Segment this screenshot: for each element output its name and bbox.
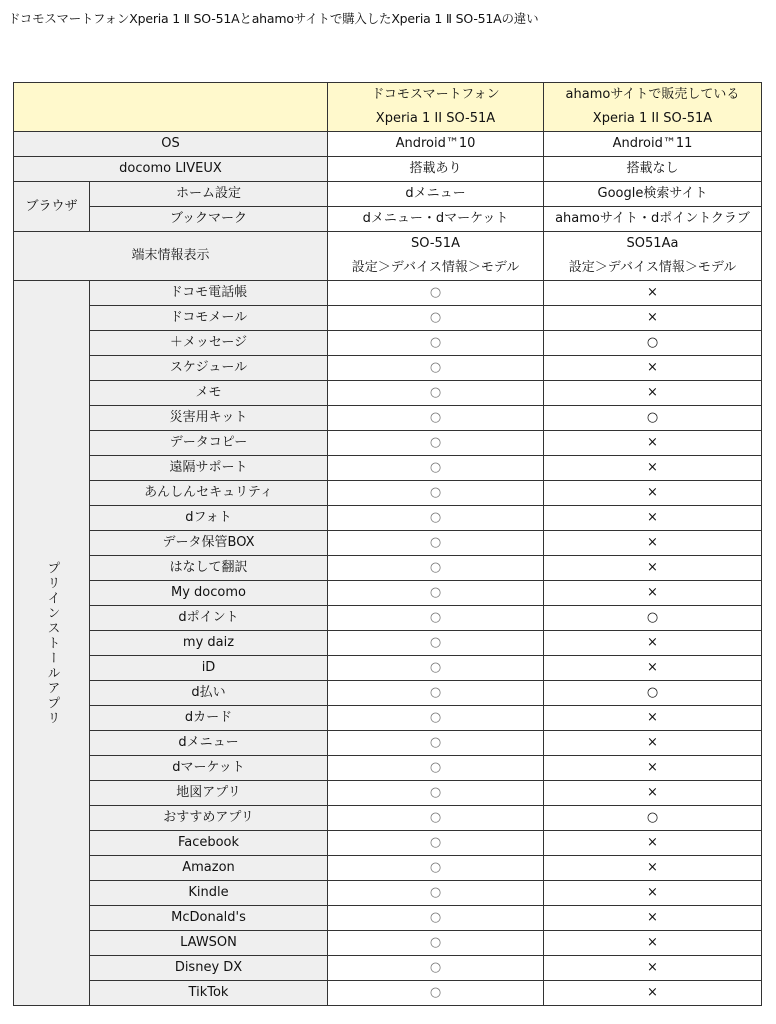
availability-mark: × bbox=[647, 960, 658, 975]
app-name: ドコモ電話帳 bbox=[90, 281, 328, 306]
app-name: McDonald's bbox=[90, 906, 328, 931]
row-label: docomo LIVEUX bbox=[14, 157, 328, 182]
app-name: LAWSON bbox=[90, 931, 328, 956]
row-os bbox=[14, 132, 762, 157]
cell-ahamo bbox=[544, 481, 762, 506]
availability-mark: × bbox=[647, 785, 658, 800]
table-row bbox=[14, 856, 762, 881]
availability-mark: ○ bbox=[429, 835, 442, 850]
app-name: 災害用キット bbox=[90, 406, 328, 431]
availability-mark: ○ bbox=[646, 810, 659, 825]
cell-ahamo: Google検索サイト bbox=[544, 182, 762, 207]
app-name: dマーケット bbox=[90, 756, 328, 781]
app-name: あんしんセキュリティ bbox=[90, 481, 328, 506]
availability-mark: ○ bbox=[646, 335, 659, 350]
app-name: データコピー bbox=[90, 431, 328, 456]
cell-docomo bbox=[328, 456, 544, 481]
app-name: Kindle bbox=[90, 881, 328, 906]
cell-ahamo bbox=[544, 556, 762, 581]
availability-mark: × bbox=[647, 460, 658, 475]
header-ahamo-line2: Xperia 1 II SO-51A bbox=[592, 111, 713, 126]
availability-mark: × bbox=[647, 985, 658, 1000]
app-name: my daiz bbox=[90, 631, 328, 656]
cell-docomo bbox=[328, 806, 544, 831]
availability-mark: ○ bbox=[429, 335, 442, 350]
availability-mark: ○ bbox=[429, 385, 442, 400]
app-name: dフォト bbox=[90, 506, 328, 531]
cell-docomo bbox=[328, 706, 544, 731]
cell-docomo: dメニュー・dマーケット bbox=[328, 207, 544, 232]
cell-ahamo bbox=[544, 381, 762, 406]
cell-docomo bbox=[328, 831, 544, 856]
cell-docomo bbox=[328, 331, 544, 356]
app-name: メモ bbox=[90, 381, 328, 406]
table-row bbox=[14, 706, 762, 731]
availability-mark: ○ bbox=[429, 785, 442, 800]
table-row bbox=[14, 531, 762, 556]
table-row bbox=[14, 331, 762, 356]
availability-mark: × bbox=[647, 735, 658, 750]
table-row bbox=[14, 681, 762, 706]
cell-docomo bbox=[328, 631, 544, 656]
group-label-preinstall: プリインストールアプリ bbox=[14, 281, 90, 1006]
cell-ahamo: ahamoサイト・dポイントクラブ bbox=[544, 207, 762, 232]
cell-docomo bbox=[328, 481, 544, 506]
cell-ahamo bbox=[544, 606, 762, 631]
availability-mark: × bbox=[647, 585, 658, 600]
cell-ahamo bbox=[544, 681, 762, 706]
availability-mark: × bbox=[647, 535, 658, 550]
header-row bbox=[14, 83, 762, 132]
app-name: 地図アプリ bbox=[90, 781, 328, 806]
cell-docomo bbox=[328, 556, 544, 581]
cell-ahamo bbox=[544, 306, 762, 331]
availability-mark: ○ bbox=[429, 910, 442, 925]
availability-mark: × bbox=[647, 285, 658, 300]
availability-mark: ○ bbox=[429, 360, 442, 375]
app-name: My docomo bbox=[90, 581, 328, 606]
availability-mark: ○ bbox=[429, 510, 442, 525]
cell-docomo bbox=[328, 406, 544, 431]
availability-mark: × bbox=[647, 360, 658, 375]
header-ahamo bbox=[544, 83, 762, 132]
header-docomo-line2: Xperia 1 II SO-51A bbox=[375, 111, 496, 126]
table-row bbox=[14, 356, 762, 381]
availability-mark: ○ bbox=[646, 610, 659, 625]
header-docomo bbox=[328, 83, 544, 132]
cell-ahamo bbox=[544, 706, 762, 731]
availability-mark: ○ bbox=[646, 685, 659, 700]
cell-ahamo bbox=[544, 906, 762, 931]
app-name: d払い bbox=[90, 681, 328, 706]
availability-mark: ○ bbox=[429, 460, 442, 475]
cell-docomo bbox=[328, 781, 544, 806]
table-row bbox=[14, 406, 762, 431]
availability-mark: ○ bbox=[429, 610, 442, 625]
cell-ahamo bbox=[544, 356, 762, 381]
availability-mark: × bbox=[647, 760, 658, 775]
availability-mark: ○ bbox=[429, 660, 442, 675]
cell-docomo bbox=[328, 531, 544, 556]
page-title: ドコモスマートフォンXperia 1 Ⅱ SO-51Aとahamoサイトで購入したXperia 1 Ⅱ SO-51Aの違い bbox=[8, 11, 539, 26]
cell-docomo: dメニュー bbox=[328, 182, 544, 207]
cell-docomo bbox=[328, 931, 544, 956]
header-empty-cell bbox=[14, 83, 328, 132]
cell-docomo bbox=[328, 956, 544, 981]
availability-mark: ○ bbox=[429, 310, 442, 325]
cell-docomo bbox=[328, 981, 544, 1006]
device-info-ahamo-path: 設定＞デバイス情報＞モデル bbox=[568, 260, 737, 275]
availability-mark: ○ bbox=[429, 810, 442, 825]
device-info-ahamo-model: SO51Aa bbox=[626, 236, 679, 251]
cell-docomo bbox=[328, 606, 544, 631]
cell-docomo bbox=[328, 881, 544, 906]
availability-mark: ○ bbox=[429, 585, 442, 600]
table-row bbox=[14, 656, 762, 681]
availability-mark: × bbox=[647, 935, 658, 950]
app-name: Amazon bbox=[90, 856, 328, 881]
app-name: ＋メッセージ bbox=[90, 331, 328, 356]
availability-mark: × bbox=[647, 635, 658, 650]
device-info-docomo-path: 設定＞デバイス情報＞モデル bbox=[351, 260, 520, 275]
app-name: おすすめアプリ bbox=[90, 806, 328, 831]
cell-ahamo bbox=[544, 856, 762, 881]
cell-ahamo bbox=[544, 581, 762, 606]
cell-ahamo bbox=[544, 406, 762, 431]
availability-mark: × bbox=[647, 435, 658, 450]
table-row bbox=[14, 831, 762, 856]
cell-ahamo bbox=[544, 431, 762, 456]
availability-mark: ○ bbox=[429, 860, 442, 875]
cell-ahamo bbox=[544, 232, 762, 281]
cell-ahamo bbox=[544, 331, 762, 356]
cell-docomo bbox=[328, 656, 544, 681]
row-browser-bookmark bbox=[14, 207, 762, 232]
cell-ahamo bbox=[544, 531, 762, 556]
cell-docomo bbox=[328, 731, 544, 756]
group-label-browser: ブラウザ bbox=[14, 182, 90, 232]
cell-ahamo bbox=[544, 656, 762, 681]
table-row bbox=[14, 906, 762, 931]
availability-mark: × bbox=[647, 710, 658, 725]
table-row bbox=[14, 731, 762, 756]
cell-ahamo bbox=[544, 981, 762, 1006]
row-label: OS bbox=[14, 132, 328, 157]
table-row bbox=[14, 981, 762, 1006]
app-name: Facebook bbox=[90, 831, 328, 856]
cell-docomo bbox=[328, 581, 544, 606]
cell-ahamo: 搭載なし bbox=[544, 157, 762, 182]
availability-mark: ○ bbox=[429, 485, 442, 500]
availability-mark: × bbox=[647, 560, 658, 575]
cell-docomo bbox=[328, 431, 544, 456]
cell-ahamo bbox=[544, 956, 762, 981]
cell-ahamo bbox=[544, 756, 762, 781]
table-row bbox=[14, 581, 762, 606]
availability-mark: ○ bbox=[646, 410, 659, 425]
app-name: dカード bbox=[90, 706, 328, 731]
cell-docomo bbox=[328, 906, 544, 931]
table-row bbox=[14, 931, 762, 956]
table-row bbox=[14, 456, 762, 481]
availability-mark: ○ bbox=[429, 435, 442, 450]
app-name: はなして翻訳 bbox=[90, 556, 328, 581]
table-row bbox=[14, 281, 762, 306]
row-liveux bbox=[14, 157, 762, 182]
table-row bbox=[14, 781, 762, 806]
availability-mark: ○ bbox=[429, 410, 442, 425]
cell-ahamo bbox=[544, 831, 762, 856]
row-label: 端末情報表示 bbox=[14, 232, 328, 281]
app-name: データ保管BOX bbox=[90, 531, 328, 556]
app-name: iD bbox=[90, 656, 328, 681]
availability-mark: ○ bbox=[429, 960, 442, 975]
availability-mark: ○ bbox=[429, 535, 442, 550]
table-row bbox=[14, 556, 762, 581]
availability-mark: × bbox=[647, 860, 658, 875]
cell-docomo bbox=[328, 756, 544, 781]
header-docomo-line1: ドコモスマートフォン bbox=[371, 87, 500, 102]
app-name: 遠隔サポート bbox=[90, 456, 328, 481]
availability-mark: × bbox=[647, 660, 658, 675]
availability-mark: × bbox=[647, 910, 658, 925]
cell-docomo bbox=[328, 506, 544, 531]
table-row bbox=[14, 381, 762, 406]
cell-docomo: 搭載あり bbox=[328, 157, 544, 182]
availability-mark: × bbox=[647, 835, 658, 850]
cell-docomo bbox=[328, 306, 544, 331]
cell-ahamo bbox=[544, 806, 762, 831]
availability-mark: ○ bbox=[429, 560, 442, 575]
availability-mark: ○ bbox=[429, 735, 442, 750]
cell-ahamo bbox=[544, 281, 762, 306]
app-name: ドコモメール bbox=[90, 306, 328, 331]
table-row bbox=[14, 306, 762, 331]
row-label: ブックマーク bbox=[90, 207, 328, 232]
cell-ahamo bbox=[544, 506, 762, 531]
header-ahamo-line1: ahamoサイトで販売している bbox=[565, 87, 740, 102]
availability-mark: × bbox=[647, 485, 658, 500]
cell-ahamo: Android™11 bbox=[544, 132, 762, 157]
table-row bbox=[14, 956, 762, 981]
table-row bbox=[14, 806, 762, 831]
cell-ahamo bbox=[544, 781, 762, 806]
device-info-docomo-model: SO-51A bbox=[411, 236, 460, 251]
availability-mark: ○ bbox=[429, 635, 442, 650]
table-row bbox=[14, 431, 762, 456]
availability-mark: × bbox=[647, 385, 658, 400]
row-label: ホーム設定 bbox=[90, 182, 328, 207]
cell-docomo: Android™10 bbox=[328, 132, 544, 157]
availability-mark: ○ bbox=[429, 885, 442, 900]
availability-mark: ○ bbox=[429, 685, 442, 700]
availability-mark: × bbox=[647, 885, 658, 900]
table-row bbox=[14, 881, 762, 906]
comparison-table bbox=[13, 82, 762, 1006]
table-row bbox=[14, 606, 762, 631]
app-name: dポイント bbox=[90, 606, 328, 631]
app-name: スケジュール bbox=[90, 356, 328, 381]
cell-docomo bbox=[328, 856, 544, 881]
table-row bbox=[14, 481, 762, 506]
cell-ahamo bbox=[544, 456, 762, 481]
cell-docomo bbox=[328, 356, 544, 381]
cell-ahamo bbox=[544, 631, 762, 656]
availability-mark: ○ bbox=[429, 935, 442, 950]
cell-ahamo bbox=[544, 931, 762, 956]
row-browser-home bbox=[14, 182, 762, 207]
cell-docomo bbox=[328, 681, 544, 706]
table-row bbox=[14, 756, 762, 781]
cell-docomo bbox=[328, 381, 544, 406]
app-name: dメニュー bbox=[90, 731, 328, 756]
availability-mark: ○ bbox=[429, 985, 442, 1000]
app-name: TikTok bbox=[90, 981, 328, 1006]
availability-mark: ○ bbox=[429, 285, 442, 300]
availability-mark: ○ bbox=[429, 760, 442, 775]
cell-docomo bbox=[328, 281, 544, 306]
app-name: Disney DX bbox=[90, 956, 328, 981]
table-row bbox=[14, 506, 762, 531]
availability-mark: ○ bbox=[429, 710, 442, 725]
availability-mark: × bbox=[647, 310, 658, 325]
table-row bbox=[14, 631, 762, 656]
cell-ahamo bbox=[544, 881, 762, 906]
row-device-info bbox=[14, 232, 762, 281]
cell-ahamo bbox=[544, 731, 762, 756]
cell-docomo bbox=[328, 232, 544, 281]
availability-mark: × bbox=[647, 510, 658, 525]
